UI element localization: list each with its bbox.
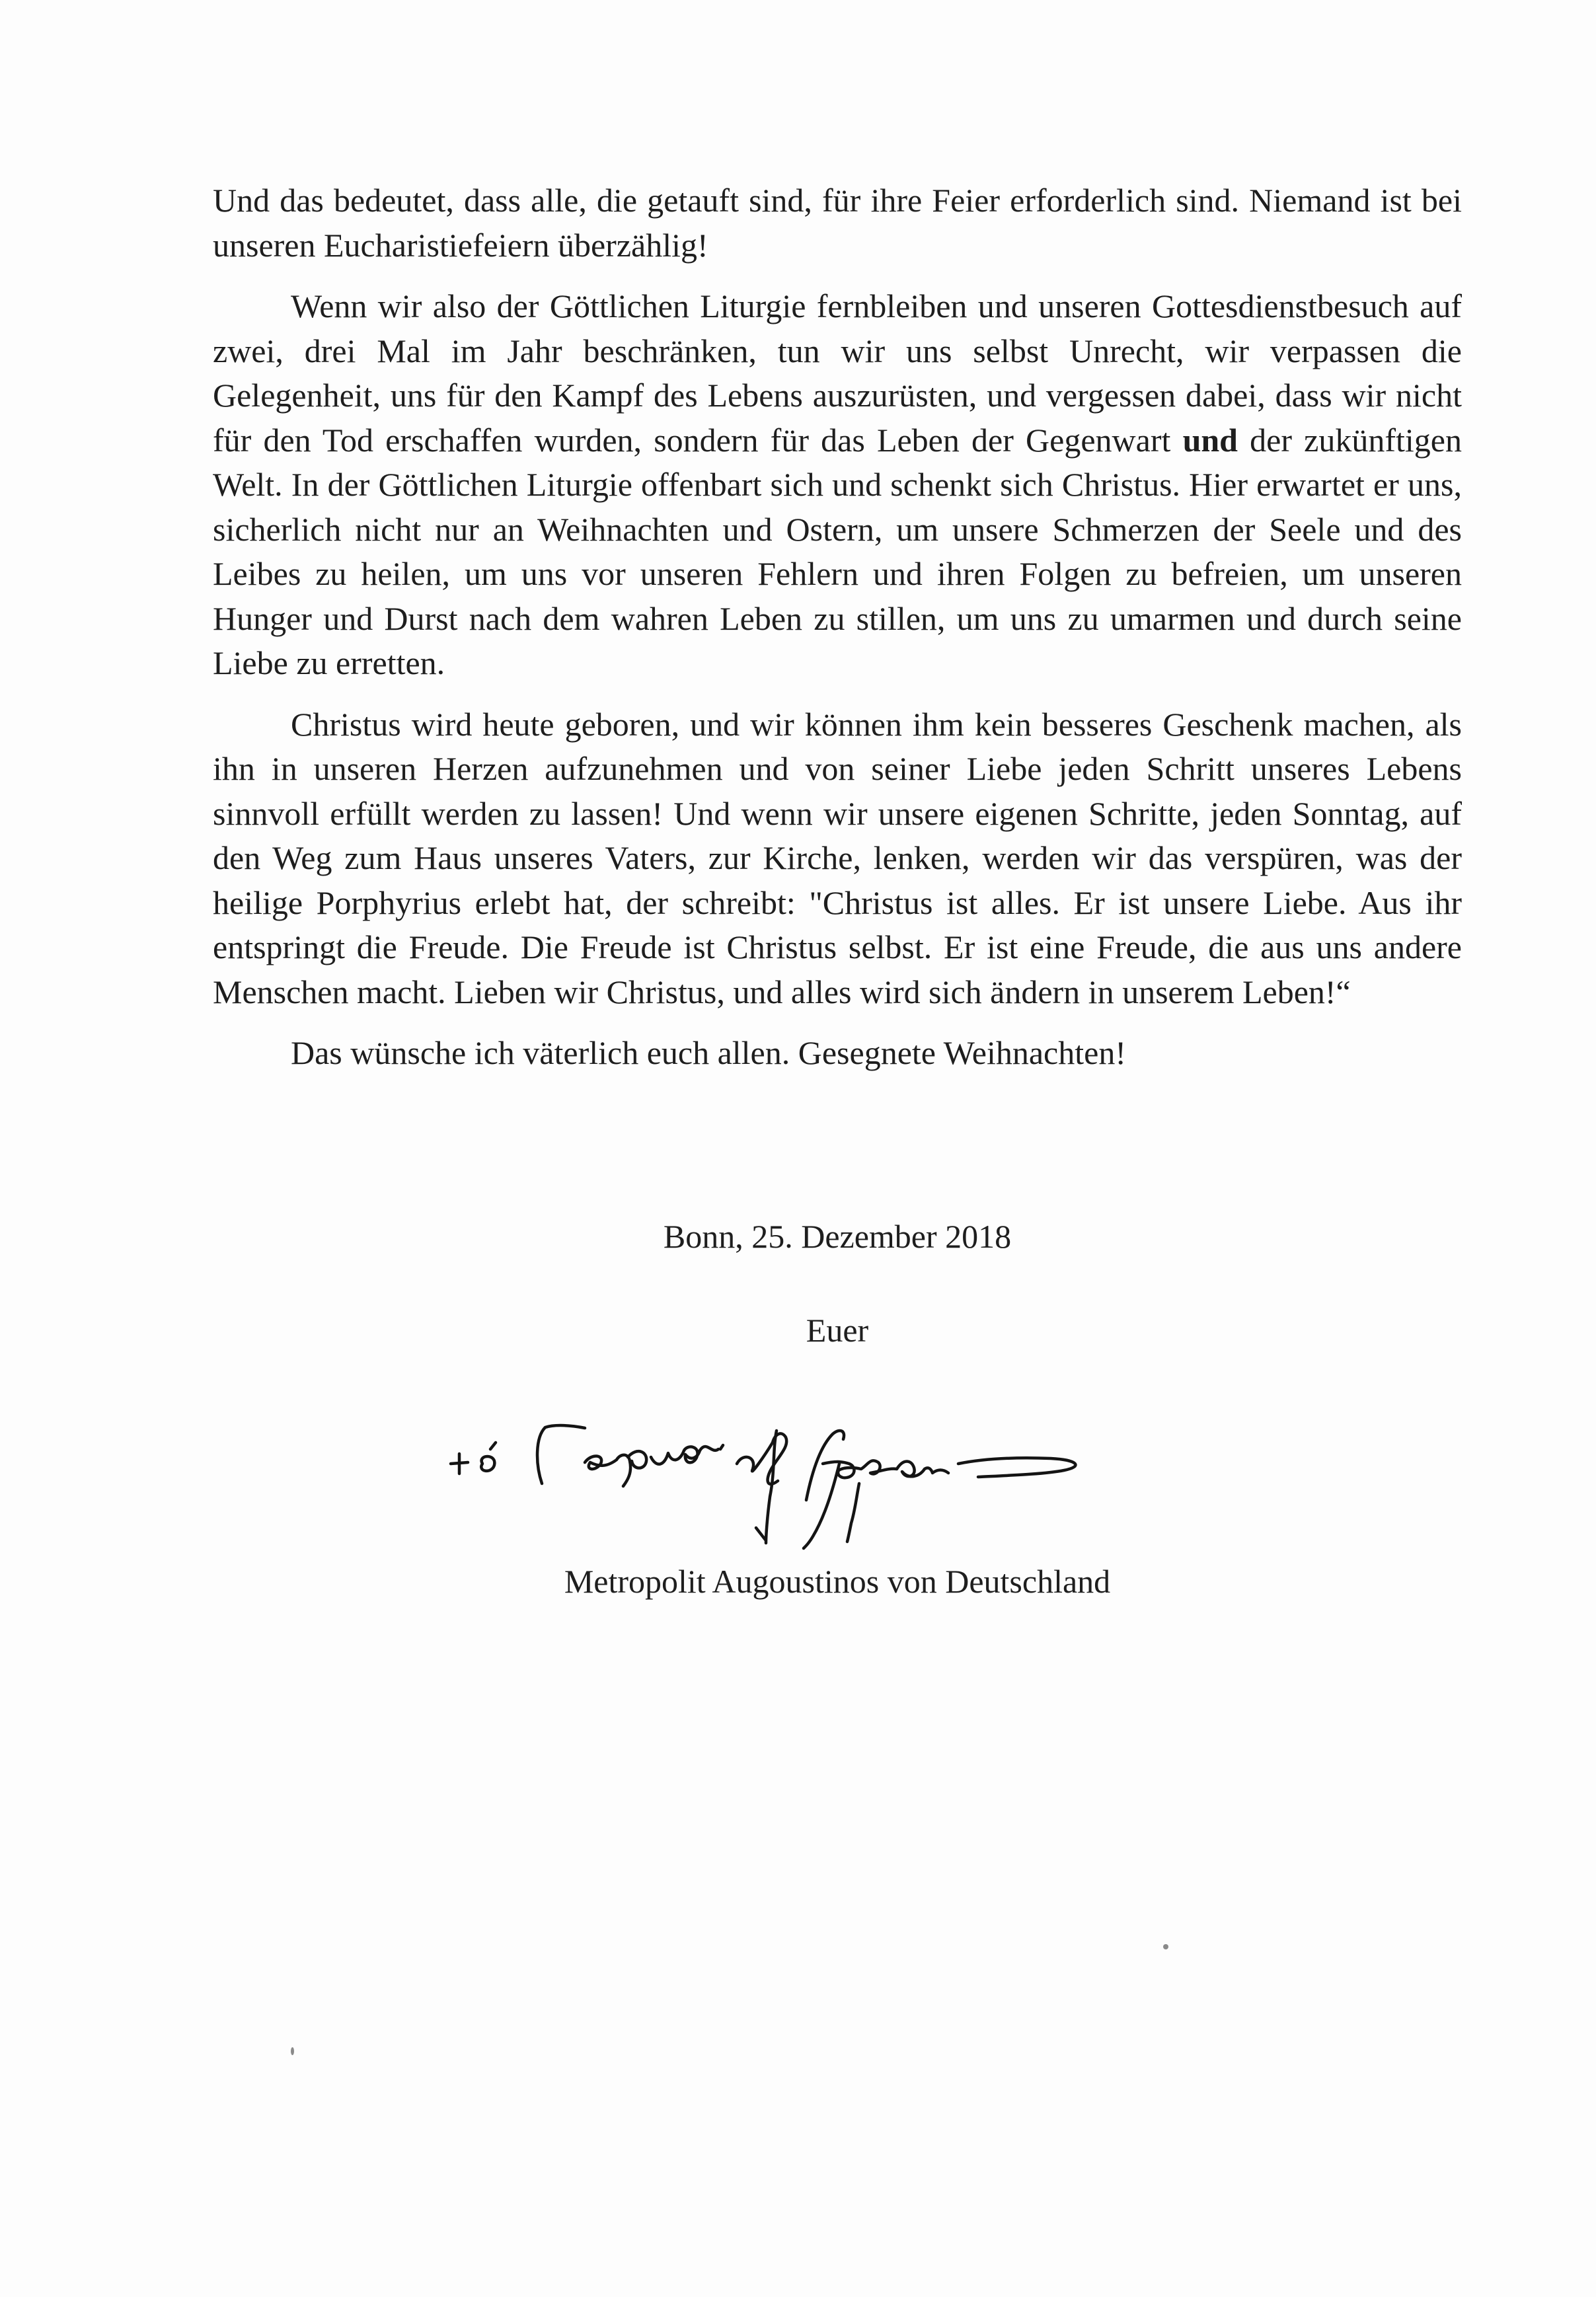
letter-paragraph xyxy=(213,178,1462,268)
letter-paragraph xyxy=(213,1031,1462,1076)
letter-paragraph xyxy=(213,284,1462,686)
paragraph-text: Christus wird heute geboren, und wir können ihm kein besseres Geschenk machen, als ihn in unseren Herzen aufzunehmen und von seiner Liebe jeden Schritt unseres Lebens sinnvoll erfüllt werden zu lassen! Und wenn wir unsere eigenen Schritte, jeden Sonntag, auf den Weg zum Haus unseres Vaters, zur Kirche, lenken, werden wir das verspüren, was der heilige Porphyrius erlebt hat, der schreibt: "Christus ist alles. Er ist unsere Liebe. Aus ihr entspringt die Freude. Die Freude ist Christus selbst. Er ist eine Freude, die aus uns andere Menschen macht. Lieben wir Christus, und alles wird sich ändern in unserem Leben!“ xyxy=(213,705,1462,1010)
letter-body xyxy=(213,178,1462,1076)
handwritten-signature xyxy=(436,1365,1242,1576)
closing-word: Euer xyxy=(806,1312,869,1349)
paper-speck xyxy=(1163,1944,1168,1949)
date-line: Bonn, 25. Dezember 2018 xyxy=(663,1218,1012,1255)
signer-name: Metropolit Augoustinos von Deutschland xyxy=(564,1563,1111,1600)
letter-paragraph xyxy=(213,702,1462,1015)
signature-drawing xyxy=(436,1365,1242,1576)
paragraph-text: Wenn wir also der Göttlichen Liturgie fernbleiben und unseren Gottesdienstbesuch auf zwei, drei Mal im Jahr beschränken, tun wir uns selbst Unrecht, wir verpassen die Gelegenheit, uns für den Kampf des Lebens auszurüsten, und vergessen dabei, dass wir nicht für den Tod erschaffen wurden, sondern für das Leben der Gegenwart xyxy=(213,287,1462,459)
paragraph-text: Das wünsche ich väterlich euch allen. Gesegnete Weihnachten! xyxy=(291,1034,1126,1071)
emphasis-word: und xyxy=(1182,421,1238,459)
paragraph-text: der zukünftigen Welt. In der Göttlichen Liturgie offenbart sich und schenkt sich Christus. Hier erwartet er uns, sicherlich nicht nur an Weihnachten und Ostern, um unsere Schmerzen der Seele und des Leibes zu heilen, um uns vor unseren Fehlern und ihren Folgen zu befreien, um unseren Hunger und Durst nach dem wahren Leben zu stillen, um uns zu umarmen und durch seine Liebe zu erretten. xyxy=(213,421,1462,681)
paragraph-text: Und das bedeutet, dass alle, die getauft sind, für ihre Feier erforderlich sind. Niemand ist bei unseren Eucharistiefeiern überzählig! xyxy=(213,182,1462,264)
paper-speck xyxy=(291,2047,294,2055)
